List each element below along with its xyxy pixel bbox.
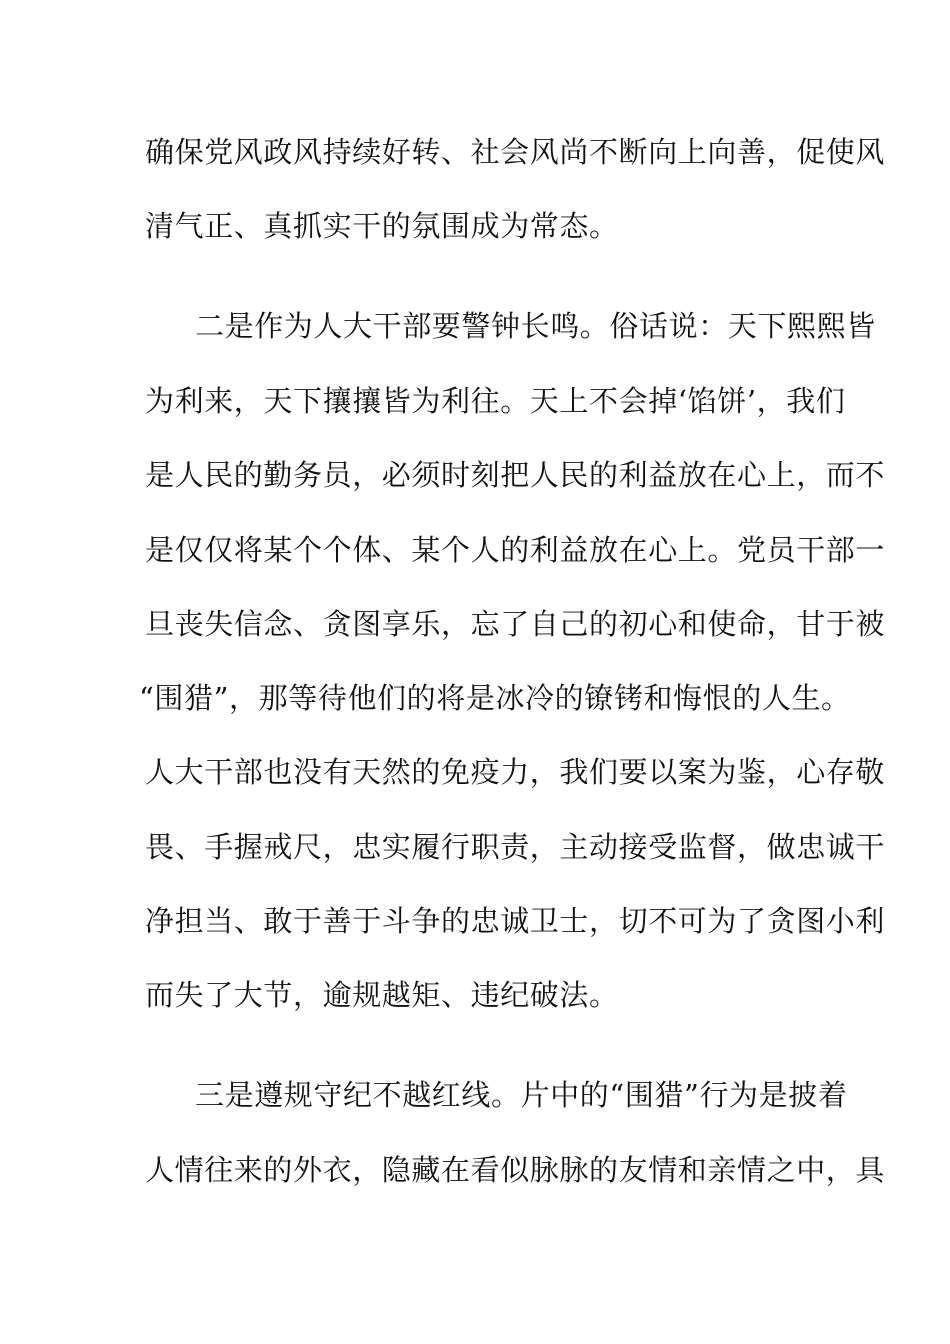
text-line: 是仅仅将某个个体、某个人的利益放在心上。党员干部一 (145, 533, 886, 567)
text-line: 人大干部也没有天然的免疫力，我们要以案为鉴，心存敬 (145, 755, 886, 789)
text-line: 二是作为人大干部要警钟长鸣。俗话说：天下熙熙皆 (195, 309, 876, 343)
text-line: 清气正、真抓实干的氛围成为常态。 (145, 209, 619, 243)
text-line: 旦丧失信念、贪图享乐，忘了自己的初心和使命，甘于被 (145, 607, 886, 641)
text-line: 净担当、敢于善于斗争的忠诚卫士，切不可为了贪图小利 (145, 904, 886, 938)
text-line: “围猎”，那等待他们的将是冰冷的镣铐和悔恨的人生。 (139, 681, 851, 715)
text-line: 三是遵规守纪不越红线。片中的“围猎”行为是披着 (195, 1078, 848, 1112)
text-line: 而失了大节，逾规越矩、违纪破法。 (145, 978, 619, 1012)
text-line: 畏、手握戒尺，忠实履行职责，主动接受监督，做忠诚干 (145, 830, 886, 864)
text-line: 人情往来的外衣，隐藏在看似脉脉的友情和亲情之中，具 (145, 1153, 886, 1187)
text-line: 是人民的勤务员，必须时刻把人民的利益放在心上，而不 (145, 458, 886, 492)
text-line: 为利来，天下攘攘皆为利往。天上不会掉‘馅饼’，我们 (145, 384, 846, 418)
text-line: 确保党风政风持续好转、社会风尚不断向上向善，促使风 (145, 135, 886, 169)
